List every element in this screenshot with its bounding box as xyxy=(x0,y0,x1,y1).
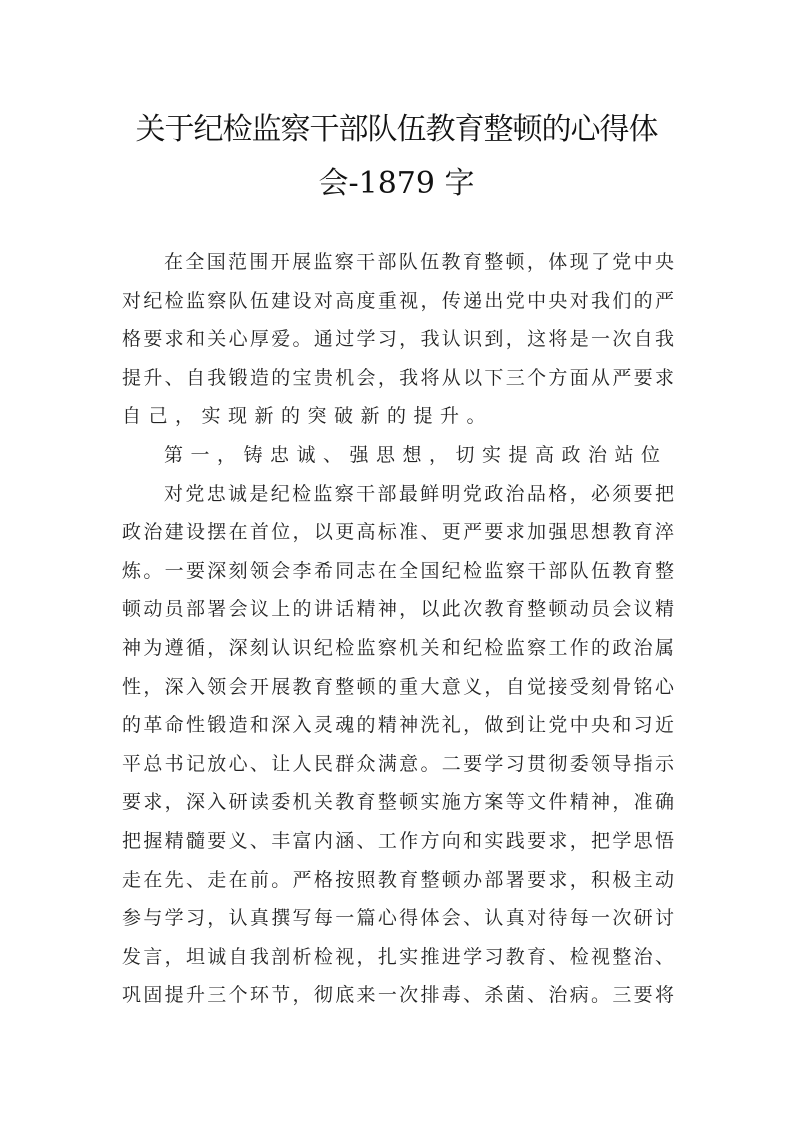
document-title-line-2: 会-1879 字 xyxy=(318,166,475,201)
body-line: 对纪检监察队伍建设对高度重视，传递出党中央对我们的严 xyxy=(122,289,674,312)
body-line: 提升、自我锻造的宝贵机会，我将从以下三个方面从严要求 xyxy=(122,366,674,389)
body-line: 格要求和关心厚爱。通过学习，我认识到，这将是一次自我 xyxy=(122,328,674,351)
body-line: 自己，实现新的突破新的提升。 xyxy=(122,405,494,428)
body-line: 顿动员部署会议上的讲话精神，以此次教育整顿动员会议精 xyxy=(122,598,674,621)
body-line: 的革命性锻造和深入灵魂的精神洗礼，做到让党中央和习近 xyxy=(122,714,674,737)
body-line: 参与学习，认真撰写每一篇心得体会、认真对待每一次研讨 xyxy=(122,907,674,930)
document-body xyxy=(122,243,674,1015)
body-line: 性，深入领会开展教育整顿的重大意义，自觉接受刻骨铭心 xyxy=(122,675,674,698)
body-line: 对党忠诚是纪检监察干部最鲜明党政治品格，必须要把 xyxy=(164,482,674,505)
body-line: 第一，铸忠诚、强思想，切实提高政治站位 xyxy=(164,443,668,466)
body-line: 神为遵循，深刻认识纪检监察机关和纪检监察工作的政治属 xyxy=(122,636,674,659)
body-line: 发言，坦诚自我剖析检视，扎实推进学习教育、检视整治、 xyxy=(122,945,674,968)
document-title-line-1: 关于纪检监察干部队伍教育整顿的心得体 xyxy=(135,112,658,147)
body-line: 走在先、走在前。严格按照教育整顿办部署要求，积极主动 xyxy=(122,868,674,891)
body-line: 平总书记放心、让人民群众满意。二要学习贯彻委领导指示 xyxy=(122,752,674,775)
body-line: 把握精髓要义、丰富内涵、工作方向和实践要求，把学思悟 xyxy=(122,829,674,852)
body-line: 要求，深入研读委机关教育整顿实施方案等文件精神，准确 xyxy=(122,791,674,814)
body-line: 炼。一要深刻领会李希同志在全国纪检监察干部队伍教育整 xyxy=(122,559,674,582)
body-line: 政治建设摆在首位，以更高标准、更严要求加强思想教育淬 xyxy=(122,521,674,544)
body-line: 在全国范围开展监察干部队伍教育整顿，体现了党中央 xyxy=(164,251,674,273)
body-line: 巩固提升三个环节，彻底来一次排毒、杀菌、治病。三要将 xyxy=(122,984,674,1007)
